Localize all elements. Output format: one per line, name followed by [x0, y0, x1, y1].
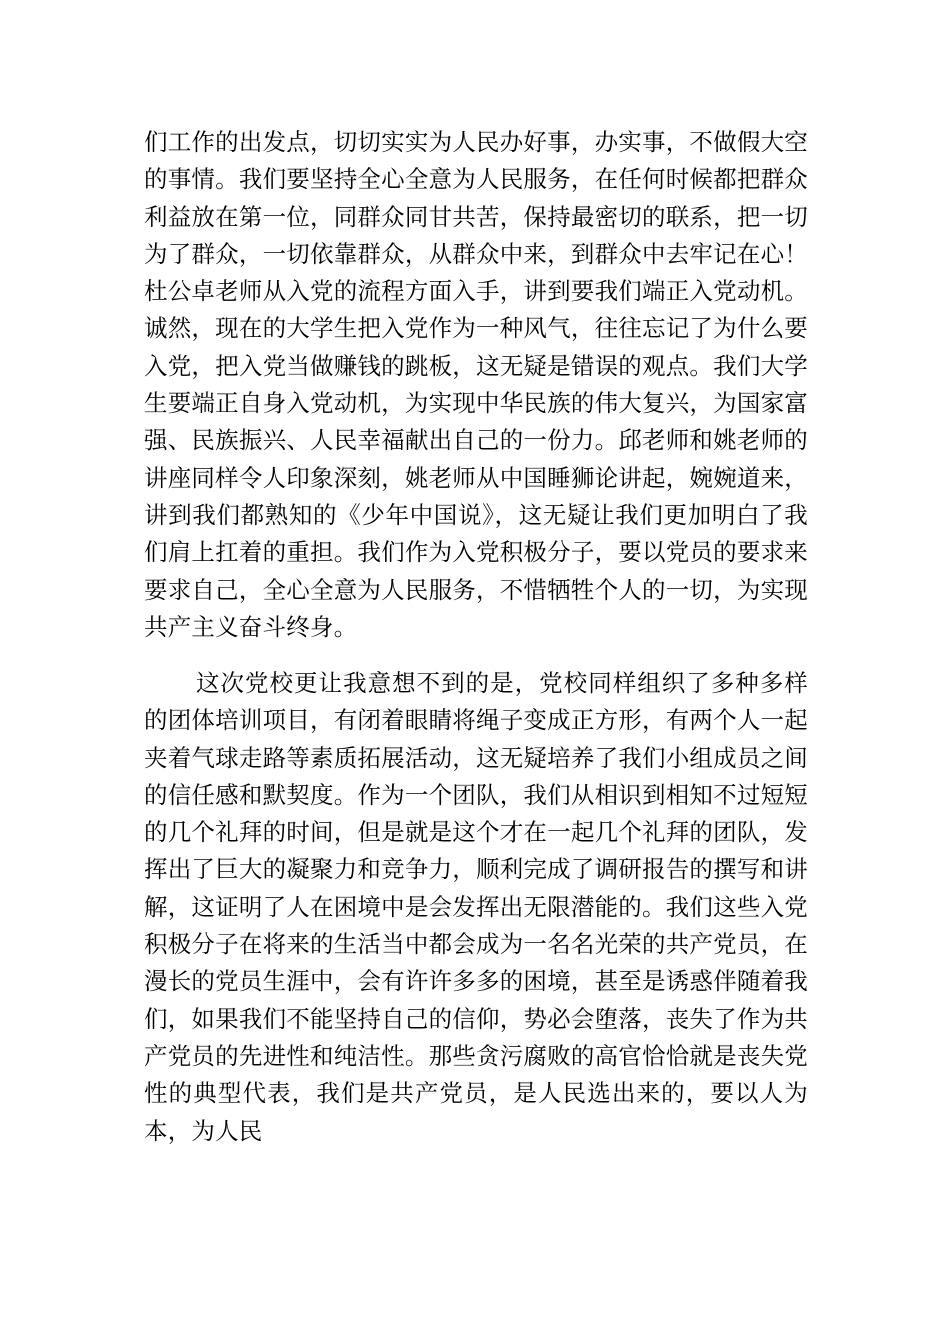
paragraph-1: 们工作的出发点，切切实实为人民办好事，办实事，不做假大空的事情。我们要坚持全心全意为人民服务，在任何时候都把群众利益放在第一位，同群众同甘共苦，保持最密切的联系，把一切为了群众，一切依靠群众，从群众中来，到群众中去牢记在心！杜公卓老师从入党的流程方面入手，讲到要我们端正入党动机。诚然，现在的大学生把入党作为一种风气，往往忘记了为什么要入党，把入党当做赚钱的跳板，这无疑是错误的观点。我们大学生要端正自身入党动机，为实现中华民族的伟大复兴，为国家富强、民族振兴、人民幸福献出自己的一份力。邱老师和姚老师的讲座同样令人印象深刻，姚老师从中国睡狮论讲起，婉婉道来，讲到我们都熟知的《少年中国说》，这无疑让我们更加明白了我们肩上扛着的重担。我们作为入党积极分子，要以党员的要求来要求自己，全心全意为人民服务，不惜牺牲个人的一切，为实现共产主义奋斗终身。: [144, 128, 808, 641]
paragraph-2: 这次党校更让我意想不到的是，党校同样组织了多种多样的团体培训项目，有闭着眼睛将绳子变成正方形，有两个人一起夹着气球走路等素质拓展活动，这无疑培养了我们小组成员之间的信任感和默契度。作为一个团队，我们从相识到相知不过短短的几个礼拜的时间，但是就是这个才在一起几个礼拜的团队，发挥出了巨大的凝聚力和竞争力，顺利完成了调研报告的撰写和讲解，这证明了人在困境中是会发挥出无限潜能的。我们这些入党积极分子在将来的生活当中都会成为一名名光荣的共产党员，在漫长的党员生涯中，会有许许多多的困境，甚至是诱惑伴随着我们，如果我们不能坚持自己的信仰，势必会堕落，丧失了作为共产党员的先进性和纯洁性。那些贪污腐败的高官恰恰就是丧失党性的典型代表，我们是共产党员，是人民选出来的，要以人为本，为人民: [144, 669, 808, 1145]
